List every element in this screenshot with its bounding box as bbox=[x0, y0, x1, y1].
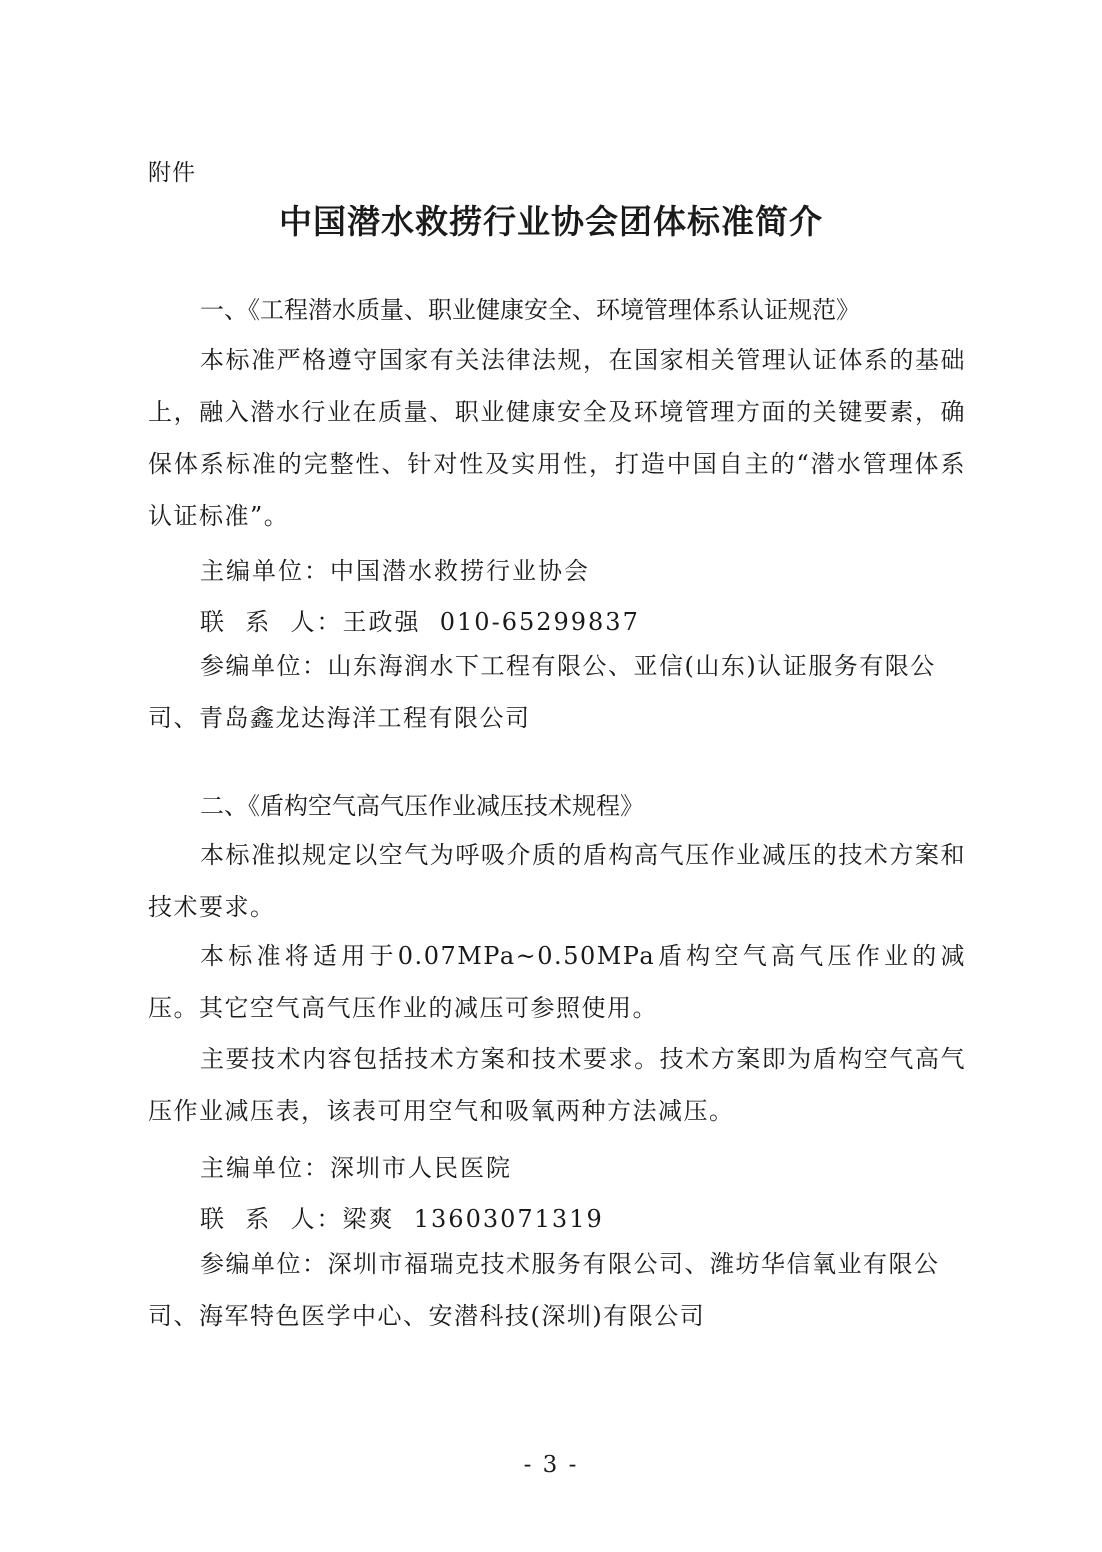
section-2-paragraph-1: 本标准拟规定以空气为呼吸介质的盾构高气压作业减压的技术方案和技术要求。 bbox=[148, 841, 966, 921]
section-2-paragraph-3: 主要技术内容包括技术方案和技术要求。技术方案即为盾构空气高气压作业减压表，该表可用空气和吸氧两种方法减压。 bbox=[148, 1045, 966, 1125]
page-number: - 3 - bbox=[523, 1452, 579, 1478]
attachment-label: 附件 bbox=[148, 160, 196, 186]
section-2-editor: 主编单位：深圳市人民医院 bbox=[200, 1154, 512, 1182]
section-2-contact: 联 系 人：梁爽 13603071319 bbox=[200, 1205, 604, 1233]
section-2-heading: 二、《盾构空气高气压作业减压技术规程》 bbox=[200, 792, 644, 820]
section-1-paragraph: 本标准严格遵守国家有关法律法规，在国家相关管理认证体系的基础上，融入潜水行业在质量、职业健康安全及环境管理方面的关键要素，确保体系标准的完整性、针对性及实用性，打造中国自主的“潜水管理体系认证标准”。 bbox=[148, 346, 966, 530]
section-1-editor: 主编单位：中国潜水救捞行业协会 bbox=[200, 557, 590, 585]
document-title: 中国潜水救捞行业协会团体标准简介 bbox=[279, 202, 823, 241]
section-2-paragraph-2: 本标准将适用于0.07MPa~0.50MPa盾构空气高气压作业的减压。其它空气高气压作业的减压可参照使用。 bbox=[148, 942, 966, 1022]
section-1-contact: 联 系 人：王政强 010-65299837 bbox=[200, 608, 640, 636]
section-2-co-editors: 参编单位：深圳市福瑞克技术服务有限公司、潍坊华信氧业有限公司、海军特色医学中心、安潜科技(深圳)有限公司 bbox=[148, 1250, 940, 1330]
section-1-heading: 一、《工程潜水质量、职业健康安全、环境管理体系认证规范》 bbox=[200, 296, 860, 324]
section-1-co-editors: 参编单位：山东海润水下工程有限公、亚信(山东)认证服务有限公司、青岛鑫龙达海洋工程有限公司 bbox=[148, 652, 936, 732]
